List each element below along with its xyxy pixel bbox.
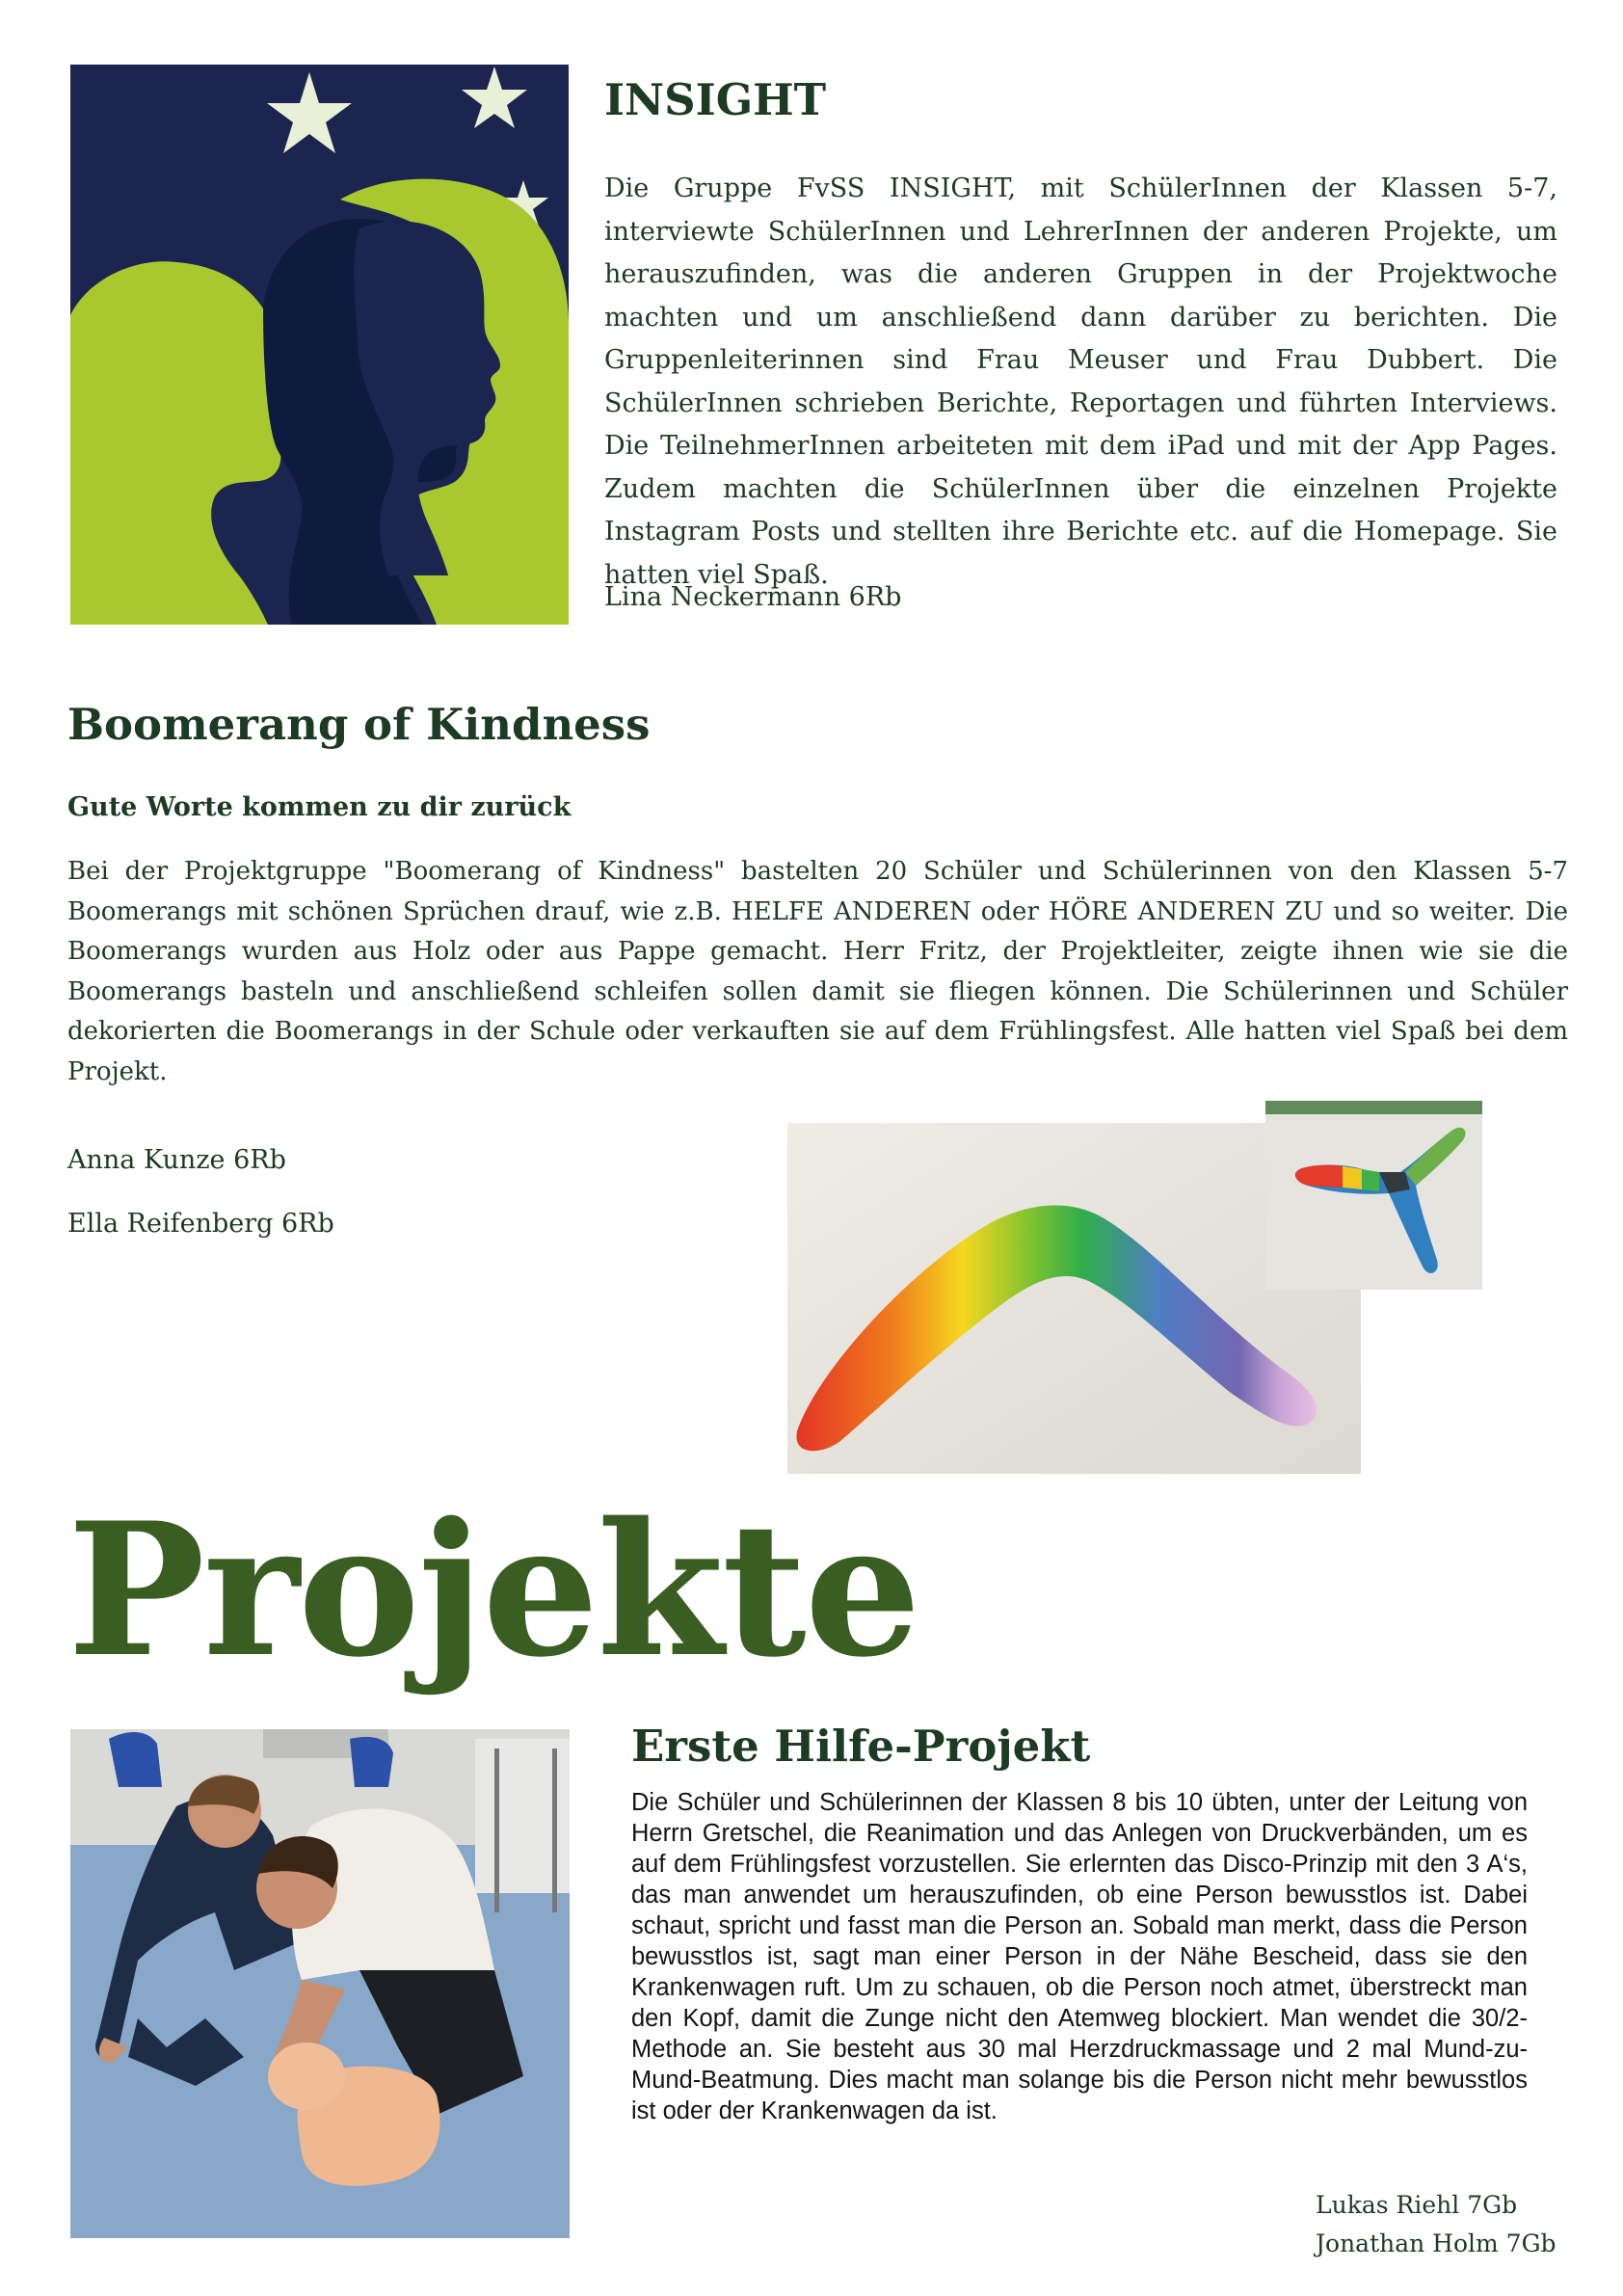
first-aid-photo — [70, 1729, 570, 2238]
insight-title: INSIGHT — [604, 74, 827, 125]
boomerang-author-1: Anna Kunze 6Rb — [67, 1145, 286, 1175]
boomerang-paragraph: Bei der Projektgruppe "Boomerang of Kindness" bastelten 20 Schüler und Schülerinnen von den Klassen 5-7 Boomerangs mit schönen Sprüchen drauf, wie z.B. HELFE ANDEREN oder HÖRE ANDEREN ZU und so weiter. Die Boomerangs wurden aus Holz oder aus Pappe gemacht. Herr Fritz, der Projektleiter, zeigte ihnen wie sie die Boomerangs basteln und anschließend schleifen sollen damit sie fliegen können. Die Schülerinnen und Schüler dekorierten die Boomerangs in der Schule oder verkauften sie auf dem Frühlingsfest. Alle hatten viel Spaß bei dem Projekt. — [67, 857, 1568, 1086]
insight-paragraph: Die Gruppe FvSS INSIGHT, mit SchülerInnen der Klassen 5-7, interviewte SchülerInnen und LehrerInnen der anderen Projekte, um herauszufinden, was die anderen Gruppen in der Projektwoche machten und um anschließend dann darüber zu berichten. Die Gruppenleiterinnen sind Frau Meuser und Frau Dubbert. Die SchülerInnen schrieben Berichte, Reportagen und führten Interviews. Die TeilnehmerInnen arbeiteten mit dem iPad und mit der App Pages. Zudem machten die SchülerInnen über die einzelnen Projekte Instagram Posts und stellten ihre Berichte etc. auf die Homepage. Sie hatten viel Spaß. — [604, 174, 1557, 590]
erste-hilfe-author-1: Lukas Riehl 7Gb — [1316, 2191, 1518, 2219]
erste-hilfe-author-2: Jonathan Holm 7Gb — [1316, 2229, 1556, 2257]
projekte-heading: Projekte — [67, 1482, 919, 1697]
erste-hilfe-title: Erste Hilfe-Projekt — [631, 1721, 1091, 1772]
erste-hilfe-paragraph: Die Schüler und Schülerinnen der Klassen 8 bis 10 übten, unter der Leitung von Herrn Gretschel, die Reanimation und das Anlegen von Druckverbänden, um es auf dem Frühlingsfest vorzustellen. Sie erlernten das Disco-Prinzip mit den 3 A‘s, das man anwendet um herauszufinden, ob eine Person bewusstlos ist. Dabei schaut, spricht und fasst man die Person an. Sobald man merkt, dass die Person bewusstlos ist, sagt man einer Person in der Nähe Bescheid, dass sie den Krankenwagen ruft. Um zu schauen, ob die Person noch atmet, überstreckt man den Kopf, damit die Zunge nicht den Atemweg blockiert. Man wendet die 30/2-Methode an. Sie besteht aus 30 mal Herzdruckmassage und 2 mal Mund-zu-Mund-Beatmung. Dies macht man solange bis die Person nicht mehr bewusstlos ist oder der Krankenwagen da ist. — [631, 1789, 1528, 2124]
blue-boomerang-photo — [1265, 1101, 1482, 1290]
boomerang-subtitle: Gute Worte kommen zu dir zurück — [67, 792, 572, 822]
boomerang-author-2: Ella Reifenberg 6Rb — [67, 1209, 334, 1239]
insight-author: Lina Neckermann 6Rb — [604, 582, 902, 612]
insight-logo-image — [70, 65, 569, 625]
boomerang-title: Boomerang of Kindness — [67, 699, 651, 750]
